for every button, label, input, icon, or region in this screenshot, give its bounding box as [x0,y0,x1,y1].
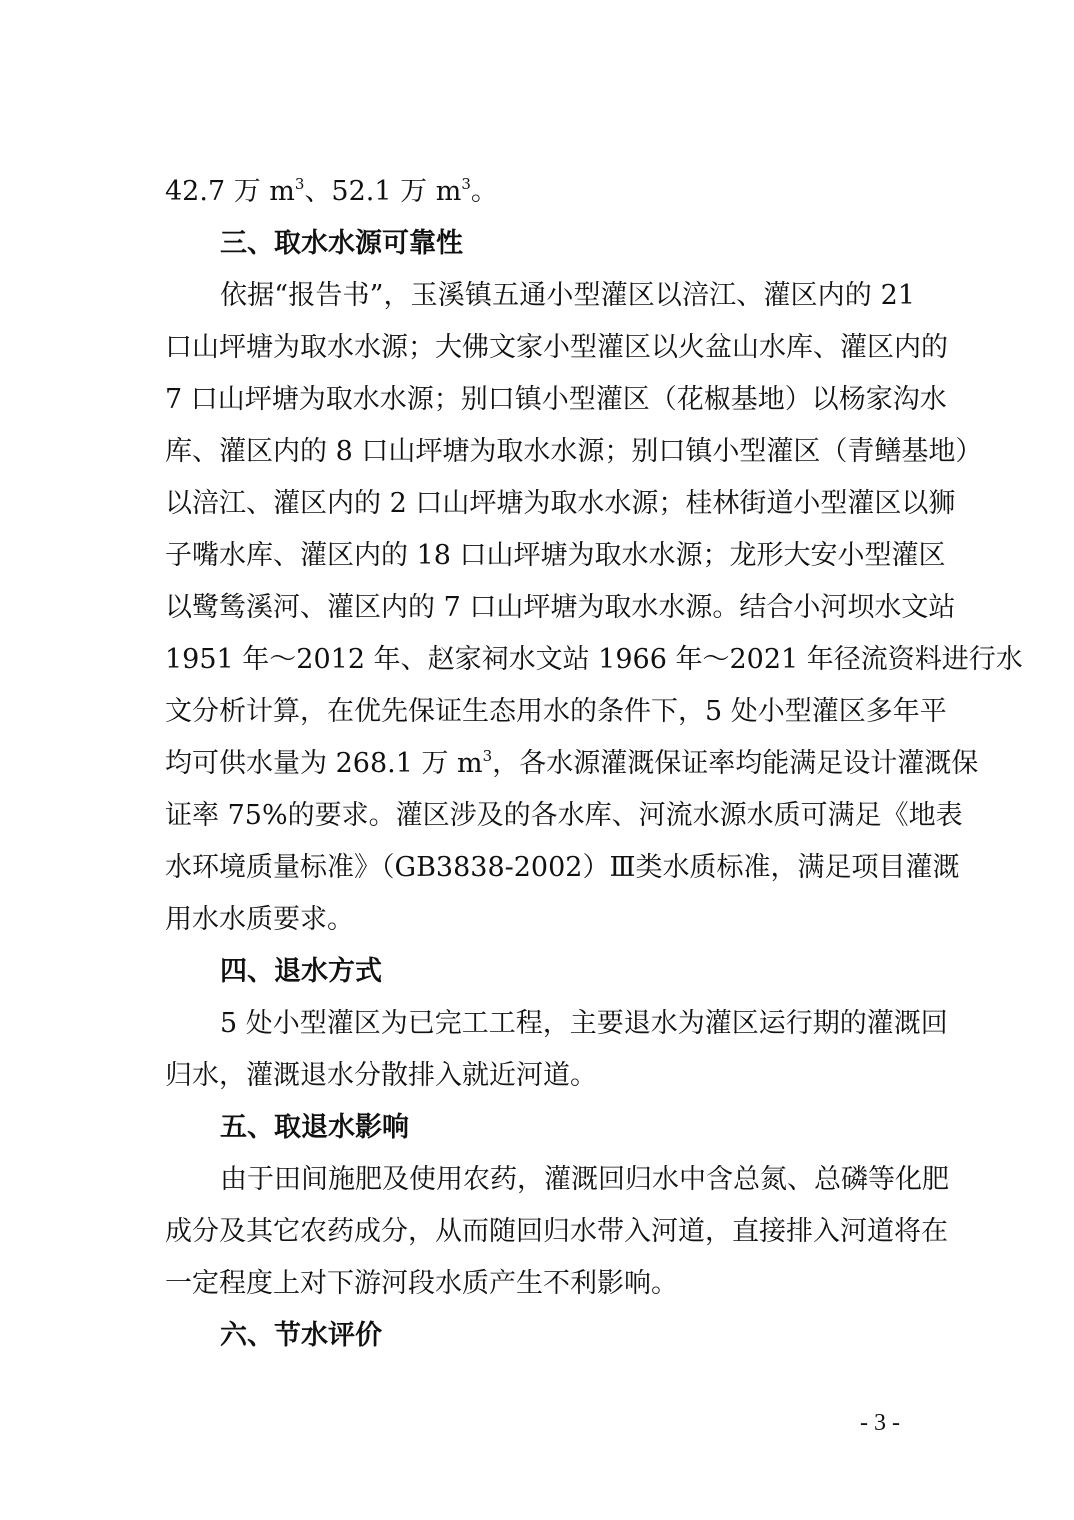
paragraph-line: 以鹭鸶溪河、灌区内的 7 口山坪塘为取水水源。结合小河坝水文站 [165,592,956,623]
paragraph-line: 一定程度上对下游河段水质产生不利影响。 [165,1268,678,1299]
paragraph-line: 5 处小型灌区为已完工工程，主要退水为灌区运行期的灌溉回 [220,1008,948,1039]
section-heading: 三、取水水源可靠性 [220,228,463,259]
paragraph-line: 用水水质要求。 [165,904,354,935]
paragraph-line: 均可供水量为 268.1 万 $m^3$，各水源灌溉保证率均能满足设计灌溉保 [165,747,979,779]
paragraph-line: 库、灌区内的 8 口山坪塘为取水水源；别口镇小型灌区（青鳝基地） [165,436,983,467]
section-heading: 六、节水评价 [220,1320,382,1351]
paragraph-line: 水环境质量标准》（GB3838-2002）Ⅲ类水质标准，满足项目灌溉 [165,852,960,883]
paragraph-line: 1951 年～2012 年、赵家祠水文站 1966 年～2021 年径流资料进行水 [165,644,1023,675]
paragraph-line: 归水，灌溉退水分散排入就近河道。 [165,1060,597,1091]
paragraph-line: 文分析计算，在优先保证生态用水的条件下，5 处小型灌区多年平 [165,696,947,727]
page-number: - 3 - [860,1410,900,1436]
text-line: 42.7 万 $m^3$、52.1 万 $m^3$。 [165,175,498,207]
paragraph-line: 子嘴水库、灌区内的 18 口山坪塘为取水水源；龙形大安小型灌区 [165,540,946,571]
paragraph-line: 口山坪塘为取水水源；大佛文家小型灌区以火盆山水库、灌区内的 [165,332,948,363]
paragraph-line: 以涪江、灌区内的 2 口山坪塘为取水水源；桂林街道小型灌区以狮 [165,488,956,519]
paragraph-line: 由于田间施肥及使用农药，灌溉回归水中含总氮、总磷等化肥 [220,1164,949,1195]
paragraph-line: 成分及其它农药成分，从而随回归水带入河道，直接排入河道将在 [165,1216,948,1247]
paragraph-line: 证率 75%的要求。灌区涉及的各水库、河流水源水质可满足《地表 [165,800,963,831]
paragraph-line: 依据“报告书”，玉溪镇五通小型灌区以涪江、灌区内的 21 [220,280,915,311]
section-heading: 五、取退水影响 [220,1112,409,1143]
section-heading: 四、退水方式 [220,956,382,987]
paragraph-line: 7 口山坪塘为取水水源；别口镇小型灌区（花椒基地）以杨家沟水 [165,384,947,415]
